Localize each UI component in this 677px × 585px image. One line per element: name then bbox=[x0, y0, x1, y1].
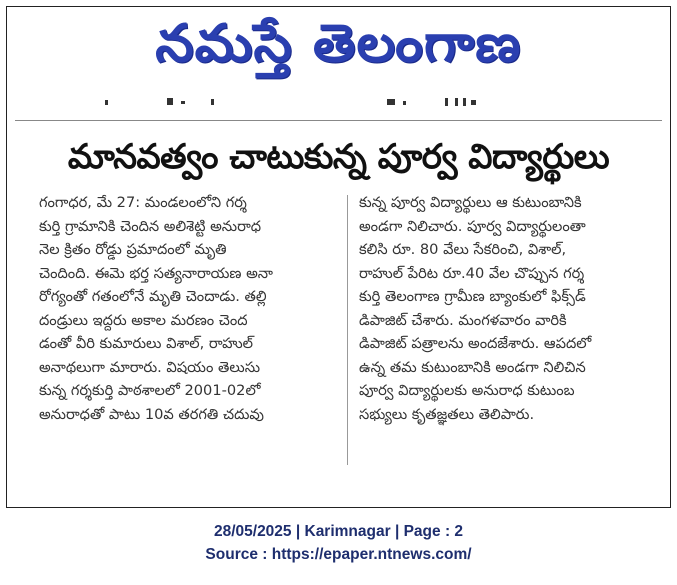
article-text-line: గంగాధర, మే 27: మండలంలోని గర్శ bbox=[39, 194, 247, 211]
article-text-line: చెందింది. ఈమె భర్త సత్యనారాయణ అనా bbox=[39, 264, 273, 282]
article-text-line: ఉన్న తమ కుటుంబానికి అండగా నిలిచిన bbox=[359, 358, 586, 376]
cropped-text-strip bbox=[7, 93, 670, 107]
article-text-line: కుర్తి తెలంగాణ గ్రామీణ బ్యాంకులో ఫిక్స్‌డ్ bbox=[359, 288, 586, 305]
article-text-line: సభ్యులు కృతజ్ఞతలు తెలిపారు. bbox=[359, 405, 535, 423]
article-text-line: కున్న పూర్వ విద్యార్థులు ఆ కుటుంబానికి bbox=[359, 194, 582, 211]
article-text-line: అనాథలుగా మారారు. విషయం తెలుసు bbox=[39, 358, 261, 376]
footer-date-edition: 28/05/2025 | Karimnagar | Page : 2 bbox=[213, 523, 464, 540]
footer-source: Source : https://epaper.ntnews.com/ bbox=[205, 546, 472, 563]
article-text-line: రోగ్యంతో గతంలోనే మృతి చెందాడు. తల్లి bbox=[39, 288, 267, 305]
column-divider bbox=[347, 195, 348, 465]
article-text-line: పూర్వ విద్యార్థులకు అనురాధ కుటుంబ bbox=[359, 382, 575, 399]
article-text-line: కుర్తి గ్రామానికి చెందిన అలిశెట్టి అనురాధ bbox=[39, 217, 262, 235]
cropped-marks bbox=[7, 93, 670, 107]
article-right-column bbox=[359, 191, 649, 426]
article-text-line: కలిసి రూ. 80 వేలు సేకరించి, విశాల్, bbox=[359, 241, 567, 258]
article-text-line: దండ్రులు ఇద్దరు అకాల మరణం చెంద bbox=[39, 311, 248, 329]
article-text-line: డిపాజిట్ చేశారు. మంగళవారం వారికి bbox=[359, 311, 567, 329]
article-text-line: కున్న గర్శకుర్తి పాఠశాలలో 2001-02లో bbox=[39, 382, 261, 399]
article-headline: మానవత్వం చాటుకున్న పూర్వ విద్యార్థులు bbox=[67, 137, 610, 177]
horizontal-rule bbox=[15, 120, 662, 121]
article-text-line: అండగా నిలిచారు. పూర్వ విద్యార్థులంతా bbox=[359, 217, 586, 235]
article-left-column bbox=[39, 191, 335, 426]
article-text-line: రాహుల్ పేరిట రూ.40 వేల చొప్పున గర్శ bbox=[359, 264, 585, 282]
newspaper-clipping bbox=[6, 6, 671, 508]
article-text-line: డంతో వీరి కుమారులు విశాల్, రాహుల్ bbox=[39, 335, 253, 352]
article-text-line: డిపాజిట్ పత్రాలను అందజేశారు. ఆపదలో bbox=[359, 335, 592, 352]
article-text-line: నెల క్రితం రోడ్డు ప్రమాదంలో మృతి bbox=[39, 241, 227, 258]
masthead bbox=[7, 9, 670, 81]
newspaper-logo: నమస్తే తెలంగాణ bbox=[155, 14, 522, 74]
article-text-line: అనురాధతో పాటు 10వ తరగతి చదువు bbox=[39, 405, 264, 423]
